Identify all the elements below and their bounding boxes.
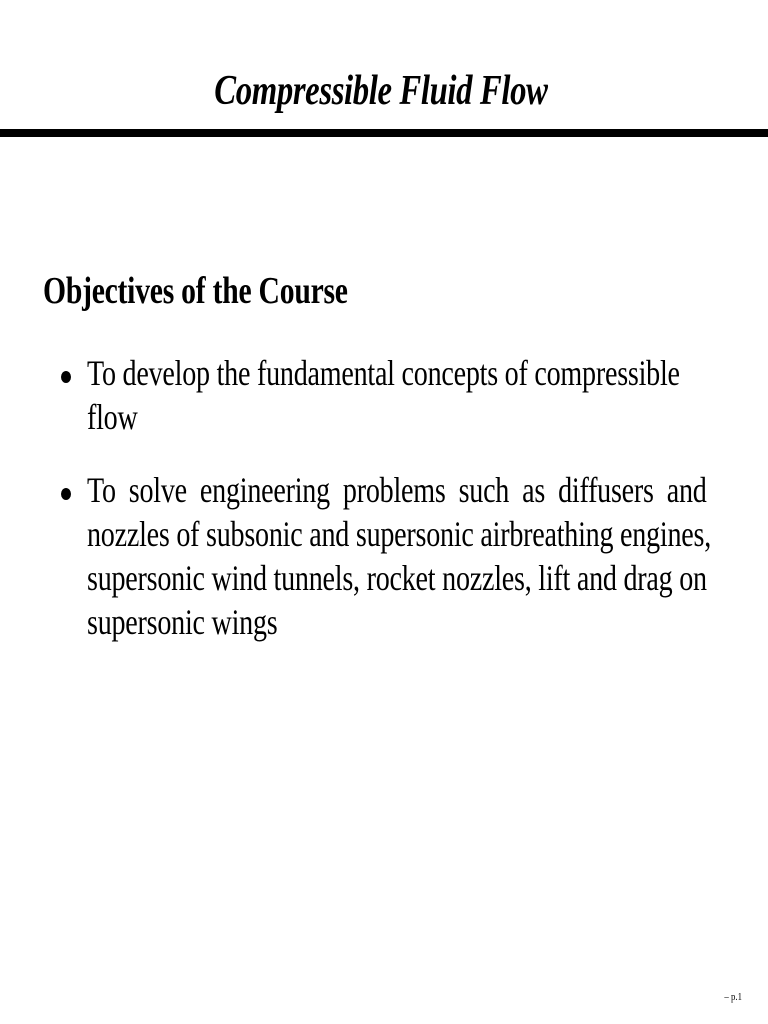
bullet-line: supersonic wind tunnels, rocket nozzles, lift and drag on: [87, 558, 707, 598]
bullet-line: To develop the fundamental concepts of compressible: [87, 353, 680, 393]
slide-title: Compressible Fluid Flow: [214, 68, 548, 114]
bullet-text: [87, 468, 711, 644]
title-divider: [0, 129, 768, 137]
page-number: – p.1: [724, 991, 742, 1003]
bullet-line: nozzles of subsonic and supersonic airbreathing engines,: [87, 514, 711, 554]
bullet-line: To solve engineering problems such as diffusers and: [87, 470, 707, 510]
bullet-text: [87, 351, 680, 439]
bullet-line: flow: [87, 397, 138, 437]
bullet-icon: [61, 488, 71, 500]
bullet-line: supersonic wings: [87, 602, 278, 642]
section-heading: Objectives of the Course: [43, 270, 348, 312]
bullet-icon: [61, 371, 71, 383]
